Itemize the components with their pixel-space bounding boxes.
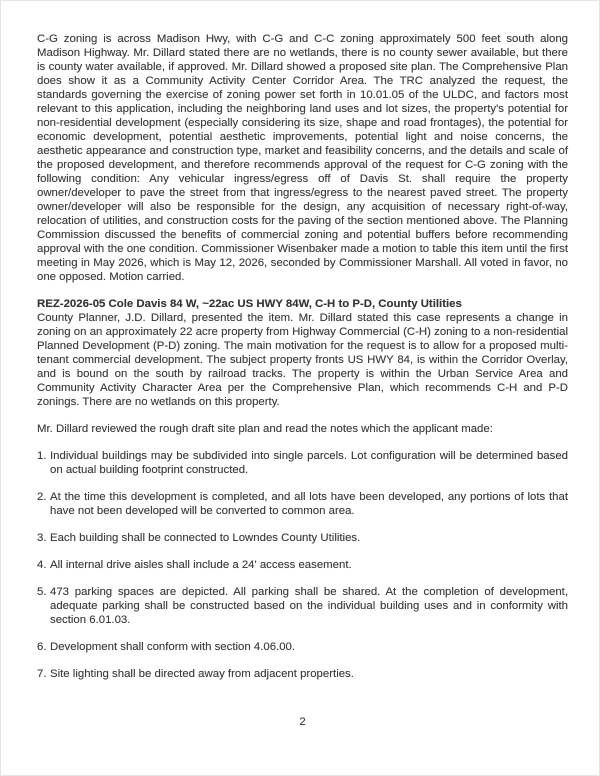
note-item-7 — [37, 667, 568, 681]
note-number: 6. — [37, 641, 47, 653]
page-number: 2 — [299, 716, 306, 728]
note-item-2 — [37, 490, 568, 518]
note-text: Individual buildings may be subdivided into single parcels. Lot configuration will be determined based on actual building footprint constructed. — [50, 450, 568, 476]
document-content — [37, 32, 568, 694]
note-item-3 — [37, 531, 568, 545]
paragraph-site-plan-intro: Mr. Dillard reviewed the rough draft site plan and read the notes which the applicant made: — [37, 423, 493, 435]
applicant-notes-list — [37, 449, 568, 681]
note-number: 3. — [37, 532, 47, 544]
note-text: All internal drive aisles shall include a 24' access easement. — [50, 559, 352, 571]
section-heading-rez-2026-05: REZ-2026-05 Cole Davis 84 W, ~22ac US HWY 84W, C-H to P-D, County Utilities — [37, 298, 462, 310]
note-number: 1. — [37, 450, 47, 462]
note-text: Each building shall be connected to Lowndes County Utilities. — [50, 532, 361, 544]
note-number: 7. — [37, 668, 47, 680]
note-text: 473 parking spaces are depicted. All parking shall be shared. At the completion of development, adequate parking shall be constructed based on the individual building uses and in conformity with section 6.01.03. — [50, 586, 568, 626]
note-text: Site lighting shall be directed away from adjacent properties. — [50, 668, 354, 680]
note-number: 4. — [37, 559, 47, 571]
paragraph-rez-2026-04-discussion: C-G zoning is across Madison Hwy, with C-G and C-C zoning approximately 500 feet south along Madison Highway. Mr. Dillard stated there are no wetlands, there is no county sewer available, but there is county water available, if approved. Mr. Dillard showed a proposed site plan. The Comprehensive Plan does show it as a Community Activity Center Corridor Area. The TRC analyzed the request, the standards governing the exercise of zoning power set forth in 10.01.05 of the ULDC, and factors most relevant to this application, including the neighboring land uses and lot sizes, the property's potential for non-residential development (especially considering its size, shape and road frontages), the potential for economic development, potential aesthetic improvements, potential light and noise concerns, the aesthetic appearance and construction type, market and feasibility concerns, and the details and scale of the proposed development, and therefore recommends approval of the request for C-G zoning with the following condition: Any vehicular ingress/egress off of Davis St. shall require the property owner/developer to pave the street from that ingress/egress to the nearest paved street. The property owner/developer will also be responsible for the design, any acquisition of necessary right-of-way, relocation of utilities, and construction costs for the paving of the section mentioned above. The Planning Commission discussed the benefits of commercial zoning and potential buffers before recommending approval with the one condition. Commissioner Wisenbaker made a motion to table this item until the first meeting in May 2026, which is May 12, 2026, seconded by Commissioner Marshall. All voted in favor, no one opposed. Motion carried. — [37, 33, 568, 283]
note-number: 2. — [37, 491, 47, 503]
note-item-4 — [37, 558, 568, 572]
note-number: 5. — [37, 586, 47, 598]
note-item-6 — [37, 640, 568, 654]
note-text: Development shall conform with section 4.06.00. — [50, 641, 296, 653]
paragraph-rez-2026-05-summary: County Planner, J.D. Dillard, presented the item. Mr. Dillard stated this case represents a change in zoning on an approximately 22 acre property from Highway Commercial (C-H) zoning to a non-residential Planned Development (P-D) zoning. The main motivation for the request is to allow for a proposed multi-tenant commercial development. The subject property fronts US HWY 84, is within the Corridor Overlay, and is bound on the south by railroad tracks. The property is within the Urban Service Area and Community Activity Character Area per the Comprehensive Plan, which recommends C-H and P-D zonings. There are no wetlands on this property. — [37, 312, 568, 408]
note-item-5 — [37, 585, 568, 627]
note-item-1 — [37, 449, 568, 477]
note-text: At the time this development is completed, and all lots have been developed, any portions of lots that have not been developed will be converted to common area. — [50, 491, 568, 517]
